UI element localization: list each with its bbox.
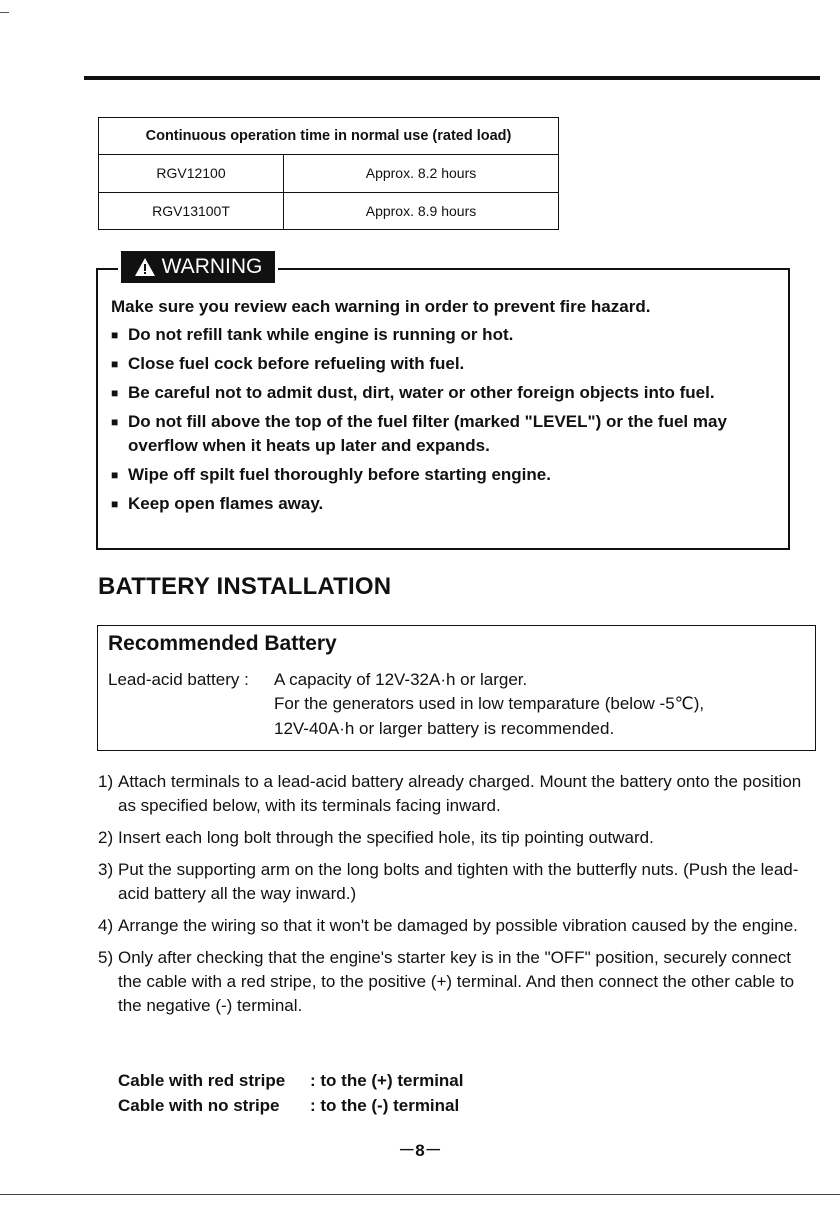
cable-note [118,1071,463,1091]
cable-label: Cable with red stripe [118,1071,286,1090]
battery-spec-line: A capacity of 12V-32A·h or larger. [274,670,528,689]
cable-value: : to the (+) terminal [310,1071,464,1090]
time-cell: Approx. 8.2 hours [284,155,559,192]
bullet-icon: ■ [111,497,119,511]
warning-item-text: Do not fill above the top of the fuel filter (marked "LEVEL") or the fuel may overflow when it heats up later and expands. [128,412,727,455]
runtime-table [98,117,559,230]
warning-item [111,350,781,379]
header-rule [84,76,820,80]
table-header-row [99,118,559,155]
warning-item [111,379,781,408]
step-item [98,914,813,938]
recommended-battery-title: Recommended Battery [108,632,337,655]
recommended-battery-box [97,625,816,751]
step-item [98,770,813,818]
warning-item-text: Do not refill tank while engine is running or hot. [128,325,514,344]
bullet-icon: ■ [111,415,119,429]
step-text: Insert each long bolt through the specified hole, its tip pointing outward. [118,828,654,847]
warning-triangle-icon [134,257,156,277]
warning-badge [118,248,278,286]
step-number: 4) [98,916,114,935]
warning-item-text: Keep open flames away. [128,494,324,513]
cable-note [118,1096,459,1116]
step-item [98,826,813,850]
step-number: 1) [98,772,114,791]
battery-spec-line: For the generators used in low temparature (below -5℃), [274,694,705,713]
step-item [98,946,813,1018]
table-row [99,192,559,229]
table-header: Continuous operation time in normal use (rated load) [99,118,559,155]
cable-label: Cable with no stripe [118,1096,280,1115]
warning-item [111,408,781,461]
bullet-icon: ■ [111,468,119,482]
bullet-icon: ■ [111,328,119,342]
bullet-icon: ■ [111,357,119,371]
table-row [99,155,559,192]
step-item [98,858,813,906]
page-number: －8－ [398,1141,442,1160]
step-number: 2) [98,828,114,847]
step-text: Arrange the wiring so that it won't be damaged by possible vibration caused by the engine. [118,916,798,935]
step-text: Put the supporting arm on the long bolts and tighten with the butterfly nuts. (Push the lead-acid battery all the way inward.) [118,860,799,903]
warning-item [111,490,781,519]
battery-spec-line: 12V-40A·h or larger battery is recommended. [274,719,615,738]
warning-item-text: Be careful not to admit dust, dirt, water or other foreign objects into fuel. [128,383,715,402]
step-number: 3) [98,860,114,879]
cable-value: : to the (-) terminal [310,1096,460,1115]
step-text: Only after checking that the engine's starter key is in the "OFF" position, securely connect the cable with a red stripe, to the positive (+) terminal. And then connect the other cable to the negative (-) terminal. [118,948,795,1015]
step-text: Attach terminals to a lead-acid battery already charged. Mount the battery onto the position as specified below, with its terminals facing inward. [118,772,802,815]
footer-rule [0,1194,840,1195]
installation-steps [98,770,813,1026]
warning-content [111,292,781,519]
warning-badge-label: WARNING [161,255,263,278]
model-cell: RGV12100 [99,155,284,192]
warning-item-text: Close fuel cock before refueling with fuel. [128,354,465,373]
section-title: BATTERY INSTALLATION [98,573,392,600]
battery-label: Lead-acid battery : [108,670,249,689]
model-cell: RGV13100T [99,192,284,229]
warning-item [111,461,781,490]
warning-intro: Make sure you review each warning in order to prevent fire hazard. [111,297,651,316]
step-number: 5) [98,948,114,967]
scan-mark [0,12,9,13]
warning-item [111,321,781,350]
bullet-icon: ■ [111,386,119,400]
warning-item-text: Wipe off spilt fuel thoroughly before starting engine. [128,465,551,484]
time-cell: Approx. 8.9 hours [284,192,559,229]
